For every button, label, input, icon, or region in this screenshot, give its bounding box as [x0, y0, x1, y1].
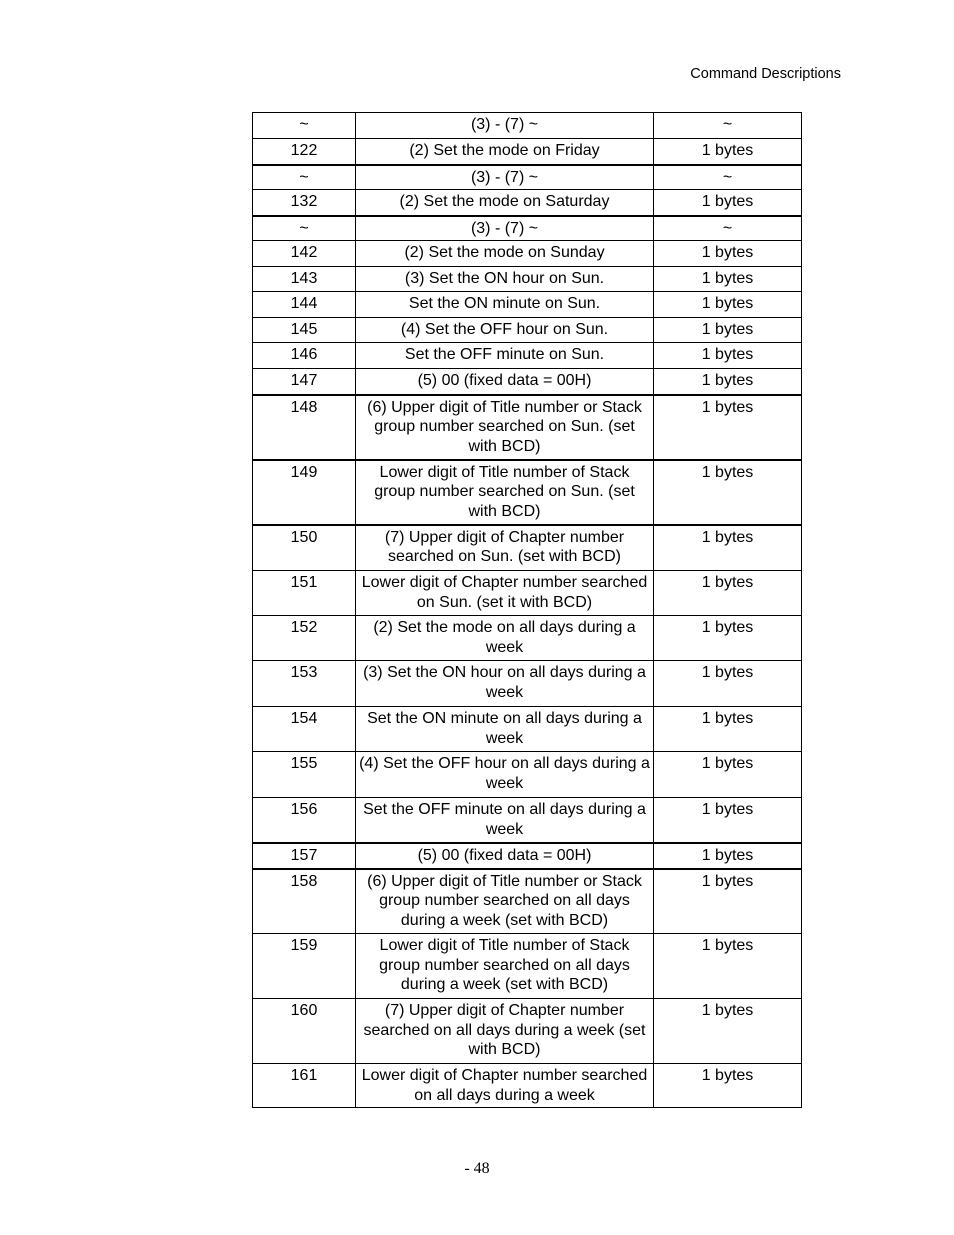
table-row — [253, 241, 802, 267]
size-cell: 1 bytes — [654, 460, 802, 525]
size-cell: 1 bytes — [654, 241, 802, 267]
description-cell: Set the OFF minute on all days during a week — [356, 798, 654, 843]
byte-number-cell: 147 — [253, 369, 356, 395]
size-cell: 1 bytes — [654, 190, 802, 216]
byte-number-cell: 154 — [253, 707, 356, 752]
byte-number-cell: 148 — [253, 395, 356, 460]
table-row — [253, 460, 802, 525]
table-row — [253, 798, 802, 843]
byte-number-cell: 157 — [253, 843, 356, 869]
description-cell: (4) Set the OFF hour on all days during a week — [356, 752, 654, 798]
byte-number-cell: ~ — [253, 216, 356, 241]
description-cell: (3) Set the ON hour on all days during a week — [356, 661, 654, 707]
table-row — [253, 165, 802, 190]
description-cell: (7) Upper digit of Chapter number searched on Sun. (set with BCD) — [356, 525, 654, 571]
description-cell: (2) Set the mode on Friday — [356, 139, 654, 165]
description-cell: (6) Upper digit of Title number or Stack group number searched on Sun. (set with BCD) — [356, 395, 654, 460]
table-row — [253, 216, 802, 241]
byte-number-cell: 142 — [253, 241, 356, 267]
table-row — [253, 707, 802, 752]
table-row — [253, 999, 802, 1064]
description-cell: Lower digit of Chapter number searched on all days during a week — [356, 1064, 654, 1108]
table-row — [253, 661, 802, 707]
byte-number-cell: 160 — [253, 999, 356, 1064]
description-cell: (6) Upper digit of Title number or Stack group number searched on all days during a week (set with BCD) — [356, 869, 654, 934]
page-number: - 48 — [464, 1160, 490, 1177]
size-cell: 1 bytes — [654, 1064, 802, 1108]
description-cell: Lower digit of Chapter number searched on Sun. (set it with BCD) — [356, 571, 654, 616]
table-row — [253, 292, 802, 318]
table-row — [253, 267, 802, 292]
description-cell: (5) 00 (fixed data = 00H) — [356, 369, 654, 395]
description-cell: (4) Set the OFF hour on Sun. — [356, 318, 654, 343]
table-row — [253, 843, 802, 869]
table-row — [253, 934, 802, 999]
table-row — [253, 616, 802, 661]
size-cell: 1 bytes — [654, 267, 802, 292]
size-cell: 1 bytes — [654, 869, 802, 934]
byte-number-cell: 143 — [253, 267, 356, 292]
size-cell: 1 bytes — [654, 571, 802, 616]
description-cell: Set the ON minute on all days during a week — [356, 707, 654, 752]
size-cell: ~ — [654, 216, 802, 241]
byte-number-cell: 122 — [253, 139, 356, 165]
byte-number-cell: 152 — [253, 616, 356, 661]
byte-number-cell: 149 — [253, 460, 356, 525]
command-table — [252, 112, 802, 1108]
size-cell: 1 bytes — [654, 707, 802, 752]
byte-number-cell: ~ — [253, 113, 356, 139]
byte-number-cell: ~ — [253, 165, 356, 190]
table-row — [253, 525, 802, 571]
size-cell: 1 bytes — [654, 661, 802, 707]
size-cell: 1 bytes — [654, 369, 802, 395]
description-cell: Lower digit of Title number of Stack group number searched on Sun. (set with BCD) — [356, 460, 654, 525]
size-cell: 1 bytes — [654, 999, 802, 1064]
description-cell: Set the OFF minute on Sun. — [356, 343, 654, 369]
size-cell: 1 bytes — [654, 843, 802, 869]
description-cell: (2) Set the mode on Saturday — [356, 190, 654, 216]
size-cell: 1 bytes — [654, 798, 802, 843]
byte-number-cell: 159 — [253, 934, 356, 999]
table-row — [253, 318, 802, 343]
byte-number-cell: 145 — [253, 318, 356, 343]
table-row — [253, 752, 802, 798]
size-cell: 1 bytes — [654, 343, 802, 369]
byte-number-cell: 155 — [253, 752, 356, 798]
description-cell: (7) Upper digit of Chapter number searched on all days during a week (set with BCD) — [356, 999, 654, 1064]
size-cell: 1 bytes — [654, 934, 802, 999]
byte-number-cell: 150 — [253, 525, 356, 571]
description-cell: (5) 00 (fixed data = 00H) — [356, 843, 654, 869]
byte-number-cell: 146 — [253, 343, 356, 369]
byte-number-cell: 156 — [253, 798, 356, 843]
description-cell: (3) Set the ON hour on Sun. — [356, 267, 654, 292]
table-row — [253, 369, 802, 395]
table-row — [253, 190, 802, 216]
size-cell: 1 bytes — [654, 752, 802, 798]
size-cell: 1 bytes — [654, 525, 802, 571]
table-row — [253, 343, 802, 369]
size-cell: 1 bytes — [654, 139, 802, 165]
description-cell: (2) Set the mode on Sunday — [356, 241, 654, 267]
byte-number-cell: 151 — [253, 571, 356, 616]
table-row — [253, 1064, 802, 1108]
byte-number-cell: 153 — [253, 661, 356, 707]
description-cell: (3) - (7) ~ — [356, 165, 654, 190]
description-cell: (3) - (7) ~ — [356, 113, 654, 139]
size-cell: 1 bytes — [654, 318, 802, 343]
byte-number-cell: 158 — [253, 869, 356, 934]
table-row — [253, 139, 802, 165]
byte-number-cell: 161 — [253, 1064, 356, 1108]
size-cell: ~ — [654, 165, 802, 190]
byte-number-cell: 132 — [253, 190, 356, 216]
size-cell: 1 bytes — [654, 395, 802, 460]
description-cell: Set the ON minute on Sun. — [356, 292, 654, 318]
size-cell: 1 bytes — [654, 292, 802, 318]
description-cell: Lower digit of Title number of Stack group number searched on all days during a week (set with BCD) — [356, 934, 654, 999]
table-row — [253, 571, 802, 616]
table-row — [253, 113, 802, 139]
byte-number-cell: 144 — [253, 292, 356, 318]
description-cell: (3) - (7) ~ — [356, 216, 654, 241]
description-cell: (2) Set the mode on all days during a week — [356, 616, 654, 661]
size-cell: ~ — [654, 113, 802, 139]
size-cell: 1 bytes — [654, 616, 802, 661]
running-header: Command Descriptions — [690, 66, 841, 82]
table-row — [253, 395, 802, 460]
table-row — [253, 869, 802, 934]
